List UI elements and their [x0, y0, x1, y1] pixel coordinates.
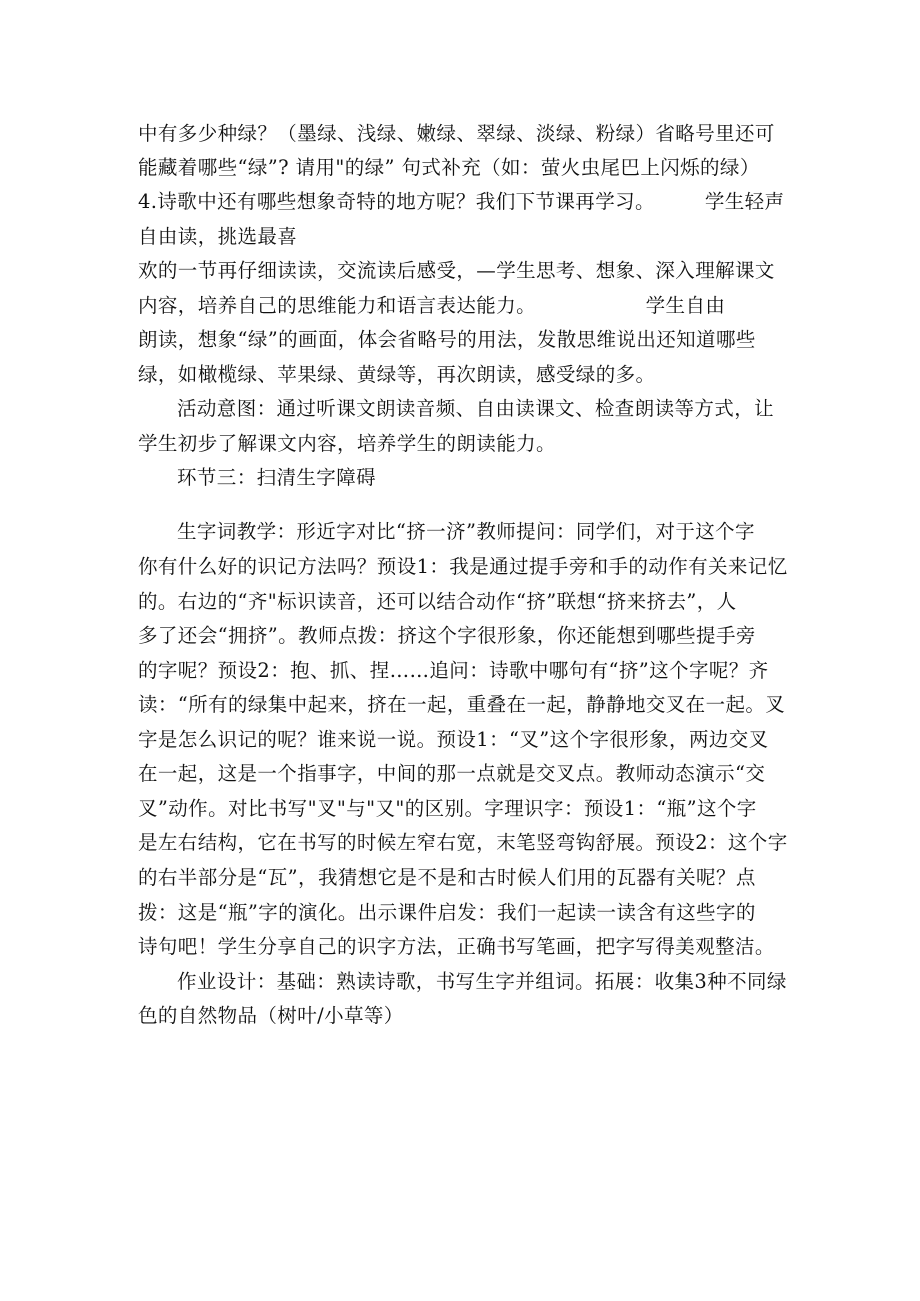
body-text-line: 色的自然物品（树叶/小草等）: [138, 1004, 404, 1027]
body-text-line: 多了还会“拥挤”。教师点拨：挤这个字很形象，你还能想到哪些提手旁: [138, 624, 756, 647]
body-text-line: 叉”动作。对比书写"叉"与"又"的区别。字理识字：预设1：“瓶”这个字: [138, 797, 757, 820]
body-text-line: 读：“所有的绿集中起来，挤在一起，重叠在一起，静静地交叉在一起。叉: [138, 693, 786, 716]
body-text-line: 在一起，这是一个指事字，中间的那一点就是交叉点。教师动态演示“交: [138, 762, 766, 785]
body-text-line: 你有什么好的识记方法吗？预设1：我是通过提手旁和手的动作有关来记忆: [138, 555, 788, 578]
body-text-line: 欢的一节再仔细读读，交流读后感受，—学生思考、想象、深入理解课文: [138, 259, 775, 282]
body-text-line: 的右半部分是“瓦”，我猜想它是不是和古时候人们用的瓦器有关呢？点: [138, 866, 756, 889]
body-text-line: 拨：这是“瓶”字的演化。出示课件启发：我们一起读一读含有这些字的: [138, 901, 756, 924]
body-text-line: 朗读，想象“绿”的画面，体会省略号的用法，发散思维说出还知道哪些: [138, 328, 756, 351]
body-text-line: 自由读，挑选最喜: [138, 225, 298, 248]
body-text-line: 的字呢？预设2：抱、抓、捏……追问：诗歌中哪句有“挤”这个字呢？齐: [138, 659, 769, 682]
body-text-line: 的。右边的“齐"标识读音，还可以结合动作“挤”联想“挤来挤去”，人: [138, 590, 737, 613]
vocabulary-teaching-paragraph: 生字词教学：形近字对比“挤一济”教师提问：同学们，对于这个字: [177, 520, 755, 543]
body-text-line: 中有多少种绿？（墨绿、浅绿、嫩绿、翠绿、淡绿、粉绿）省略号里还可: [138, 122, 775, 145]
activity-intent-paragraph: 活动意图：通过听课文朗读音频、自由读课文、检查朗读等方式，让: [177, 397, 775, 420]
body-text-line: 是左右结构，它在书写的时候左窄右宽，末笔竖弯钩舒展。预设2：这个字: [138, 831, 788, 854]
body-text-line: 字是怎么识记的呢？谁来说一说。预设1：“叉”这个字很形象，两边交叉: [138, 728, 769, 751]
body-text-line: 绿，如橄榄绿、苹果绿、黄绿等，再次朗读，感受绿的多。: [138, 363, 656, 386]
section-heading: 环节三：扫清生字障碍: [177, 466, 377, 489]
body-text-line: 4.诗歌中还有哪些想象奇特的地方呢？我们下节课再学习。 学生轻声: [138, 190, 785, 213]
body-text-line: 内容，培养自己的思维能力和语言表达能力。 学生自由: [138, 294, 726, 317]
body-text-line: 诗句吧！学生分享自己的识字方法，正确书写笔画，把字写得美观整洁。: [138, 935, 775, 958]
body-text-line: 能藏着哪些“绿”? 请用"的绿” 句式补充（如：萤火虫尾巴上闪烁的绿）: [138, 156, 760, 179]
homework-design-paragraph: 作业设计：基础：熟读诗歌，书写生字并组词。拓展：收集3种不同绿: [177, 970, 787, 993]
body-text-line: 学生初步了解课文内容，培养学生的朗读能力。: [138, 432, 556, 455]
